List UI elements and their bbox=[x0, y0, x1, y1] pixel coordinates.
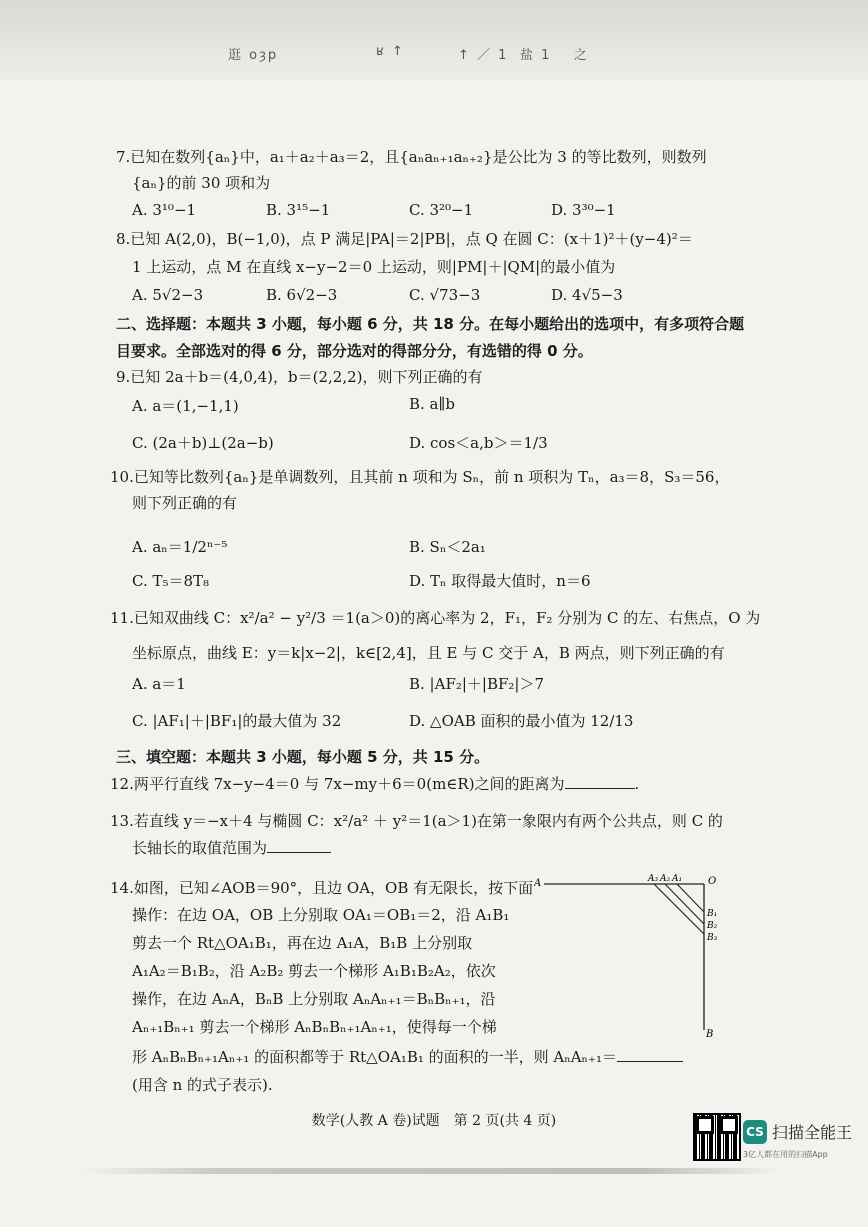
question-14-text: Aₙ₊₁Bₙ₊₁ 剪去一个梯形 AₙBₙBₙ₊₁Aₙ₊₁，使得每一个梯 bbox=[132, 1018, 497, 1036]
question-14-stem: 形 AₙBₙBₙ₊₁Aₙ₊₁ 的面积都等于 Rt△OA₁B₁ 的面积的一半，则 AₙAₙ₊₁＝ bbox=[132, 1048, 617, 1066]
question-10-option-b: B. Sₙ＜2a₁ bbox=[409, 538, 486, 556]
question-9-option-c: C. (2a＋b)⊥(2a−b) bbox=[132, 434, 274, 452]
question-10-option-a: A. aₙ＝1/2ⁿ⁻⁵ bbox=[132, 538, 228, 556]
question-13-stem: 长轴长的取值范围为 bbox=[132, 839, 268, 857]
header-fragment: 之 bbox=[574, 48, 590, 63]
scan-bottom-edge bbox=[80, 1168, 780, 1174]
cut-a3b3 bbox=[654, 884, 704, 934]
label-b: B bbox=[706, 1029, 714, 1040]
header-fragment: ʁ ↑ bbox=[376, 44, 405, 59]
question-10-text: 10.已知等比数列{aₙ}是单调数列，且其前 n 项和为 Sₙ，前 n 项积为 Tₙ，a₃＝8，S₃＝56， bbox=[110, 468, 730, 486]
question-9-option-a: A. a＝(1,−1,1) bbox=[132, 397, 239, 415]
question-11-option-d: D. △OAB 面积的最小值为 12/13 bbox=[409, 712, 634, 730]
question-11-text: 坐标原点，曲线 E：y＝k|x−2|，k∈[2,4]，且 E 与 C 交于 A，B 两点，则下列正确的有 bbox=[132, 644, 725, 662]
answer-blank bbox=[267, 838, 331, 853]
scan-top-shadow bbox=[0, 0, 868, 80]
label-a1: A₁ bbox=[672, 874, 683, 884]
question-9-option-d: D. cos＜a,b＞＝1/3 bbox=[409, 434, 548, 452]
question-10-option-d: D. Tₙ 取得最大值时，n＝6 bbox=[409, 572, 591, 590]
label-a3: A₃ bbox=[648, 874, 659, 884]
cut-a2b2 bbox=[665, 884, 704, 924]
question-7-option-a: A. 3¹⁰−1 bbox=[132, 201, 197, 219]
answer-blank bbox=[617, 1047, 683, 1062]
cut-a1b1 bbox=[677, 884, 704, 912]
question-14-text: 14.如图，已知∠AOB＝90°，且边 OA，OB 有无限长，按下面 bbox=[110, 879, 534, 897]
label-a2: A₂ bbox=[660, 874, 671, 884]
question-9-option-b: B. a∥b bbox=[409, 395, 456, 413]
question-8-text: 1 上运动，点 M 在直线 x−y−2＝0 上运动，则|PM|＋|QM|的最小值为 bbox=[132, 258, 616, 276]
header-fragment: 盐 1 bbox=[520, 48, 552, 63]
label-b2: B₂ bbox=[707, 921, 718, 931]
trapezoid-figure bbox=[534, 872, 730, 1040]
label-o: O bbox=[708, 876, 717, 887]
question-10-option-c: C. T₅＝8T₈ bbox=[132, 572, 210, 590]
question-7-text: {aₙ}的前 30 项和为 bbox=[132, 174, 271, 192]
question-11-option-c: C. |AF₁|＋|BF₁|的最大值为 32 bbox=[132, 712, 342, 730]
question-8-option-c: C. √73−3 bbox=[409, 286, 481, 304]
section-2-heading: 二、选择题：本题共 3 小题，每小题 6 分，共 18 分。在每小题给出的选项中，有多项符合题 bbox=[116, 315, 745, 333]
header-fragment: 逛 oȝp bbox=[228, 48, 279, 63]
section-2-heading: 目要求。全部选对的得 6 分，部分选对的得部分分，有选错的得 0 分。 bbox=[116, 342, 593, 360]
answer-blank bbox=[565, 774, 635, 789]
question-12-stem: 12.两平行直线 7x−y−4＝0 与 7x−my＋6＝0(m∈R)之间的距离为 bbox=[110, 775, 565, 793]
question-12-text: 12.两平行直线 7x−y−4＝0 与 7x−my＋6＝0(m∈R)之间的距离为 . bbox=[110, 775, 640, 793]
question-8-option-d: D. 4√5−3 bbox=[551, 286, 623, 304]
question-11-text: 11.已知双曲线 C：x²/a² − y²/3 ＝1(a＞0)的离心率为 2，F₁，F₂ 分别为 C 的左、右焦点，O 为 bbox=[110, 609, 761, 627]
question-7-text: 7.已知在数列{aₙ}中，a₁＋a₂＋a₃＝2，且{aₙaₙ₊₁aₙ₊₂}是公比为 3 的等比数列，则数列 bbox=[116, 148, 707, 166]
question-11-option-a: A. a＝1 bbox=[132, 675, 186, 693]
question-14-text: A₁A₂＝B₁B₂，沿 A₂B₂ 剪去一个梯形 A₁B₁B₂A₂，依次 bbox=[132, 962, 496, 980]
question-10-text: 则下列正确的有 bbox=[132, 494, 238, 512]
question-14-text: (用含 n 的式子表示). bbox=[132, 1076, 273, 1094]
label-a: A bbox=[534, 878, 542, 889]
question-14-text bbox=[132, 1046, 683, 1068]
question-9-text: 9.已知 2a＋b＝(4,0,4)，b＝(2,2,2)，则下列正确的有 bbox=[116, 368, 483, 386]
question-8-option-b: B. 6√2−3 bbox=[266, 286, 338, 304]
question-7-option-b: B. 3¹⁵−1 bbox=[266, 201, 331, 219]
question-8-option-a: A. 5√2−3 bbox=[132, 286, 204, 304]
question-7-option-c: C. 3²⁰−1 bbox=[409, 201, 474, 219]
question-14-text: 剪去一个 Rt△OA₁B₁，再在边 A₁A，B₁B 上分别取 bbox=[132, 934, 473, 952]
camscanner-name: 扫描全能王 bbox=[772, 1123, 853, 1142]
question-8-text: 8.已知 A(2,0)，B(−1,0)，点 P 满足|PA|＝2|PB|，点 Q 在圆 C：(x＋1)²＋(y−4)²＝ bbox=[116, 230, 693, 248]
label-b3: B₃ bbox=[707, 933, 718, 943]
page-footer: 数学(人教 A 卷)试题 第 2 页(共 4 页) bbox=[311, 1113, 557, 1129]
question-13-text bbox=[132, 837, 331, 859]
header-fragment: ↑ ／ 1 bbox=[458, 48, 509, 63]
qr-code bbox=[693, 1113, 741, 1161]
label-b1: B₁ bbox=[707, 909, 718, 919]
question-14-text: 操作，在边 AₙA，BₙB 上分别取 AₙAₙ₊₁＝BₙBₙ₊₁，沿 bbox=[132, 990, 496, 1008]
question-11-option-b: B. |AF₂|＋|BF₂|＞7 bbox=[409, 675, 545, 693]
question-7-option-d: D. 3³⁰−1 bbox=[551, 201, 616, 219]
question-13-text: 13.若直线 y＝−x＋4 与椭圆 C：x²/a² ＋ y²＝1(a＞1)在第一象限内有两个公共点，则 C 的 bbox=[110, 812, 723, 830]
camscanner-logo: CS bbox=[743, 1120, 767, 1144]
camscanner-tagline: 3亿人都在用的扫描App bbox=[743, 1150, 828, 1159]
question-14-text: 操作：在边 OA，OB 上分别取 OA₁＝OB₁＝2，沿 A₁B₁ bbox=[132, 906, 510, 924]
section-3-heading: 三、填空题：本题共 3 小题，每小题 5 分，共 15 分。 bbox=[116, 748, 490, 766]
